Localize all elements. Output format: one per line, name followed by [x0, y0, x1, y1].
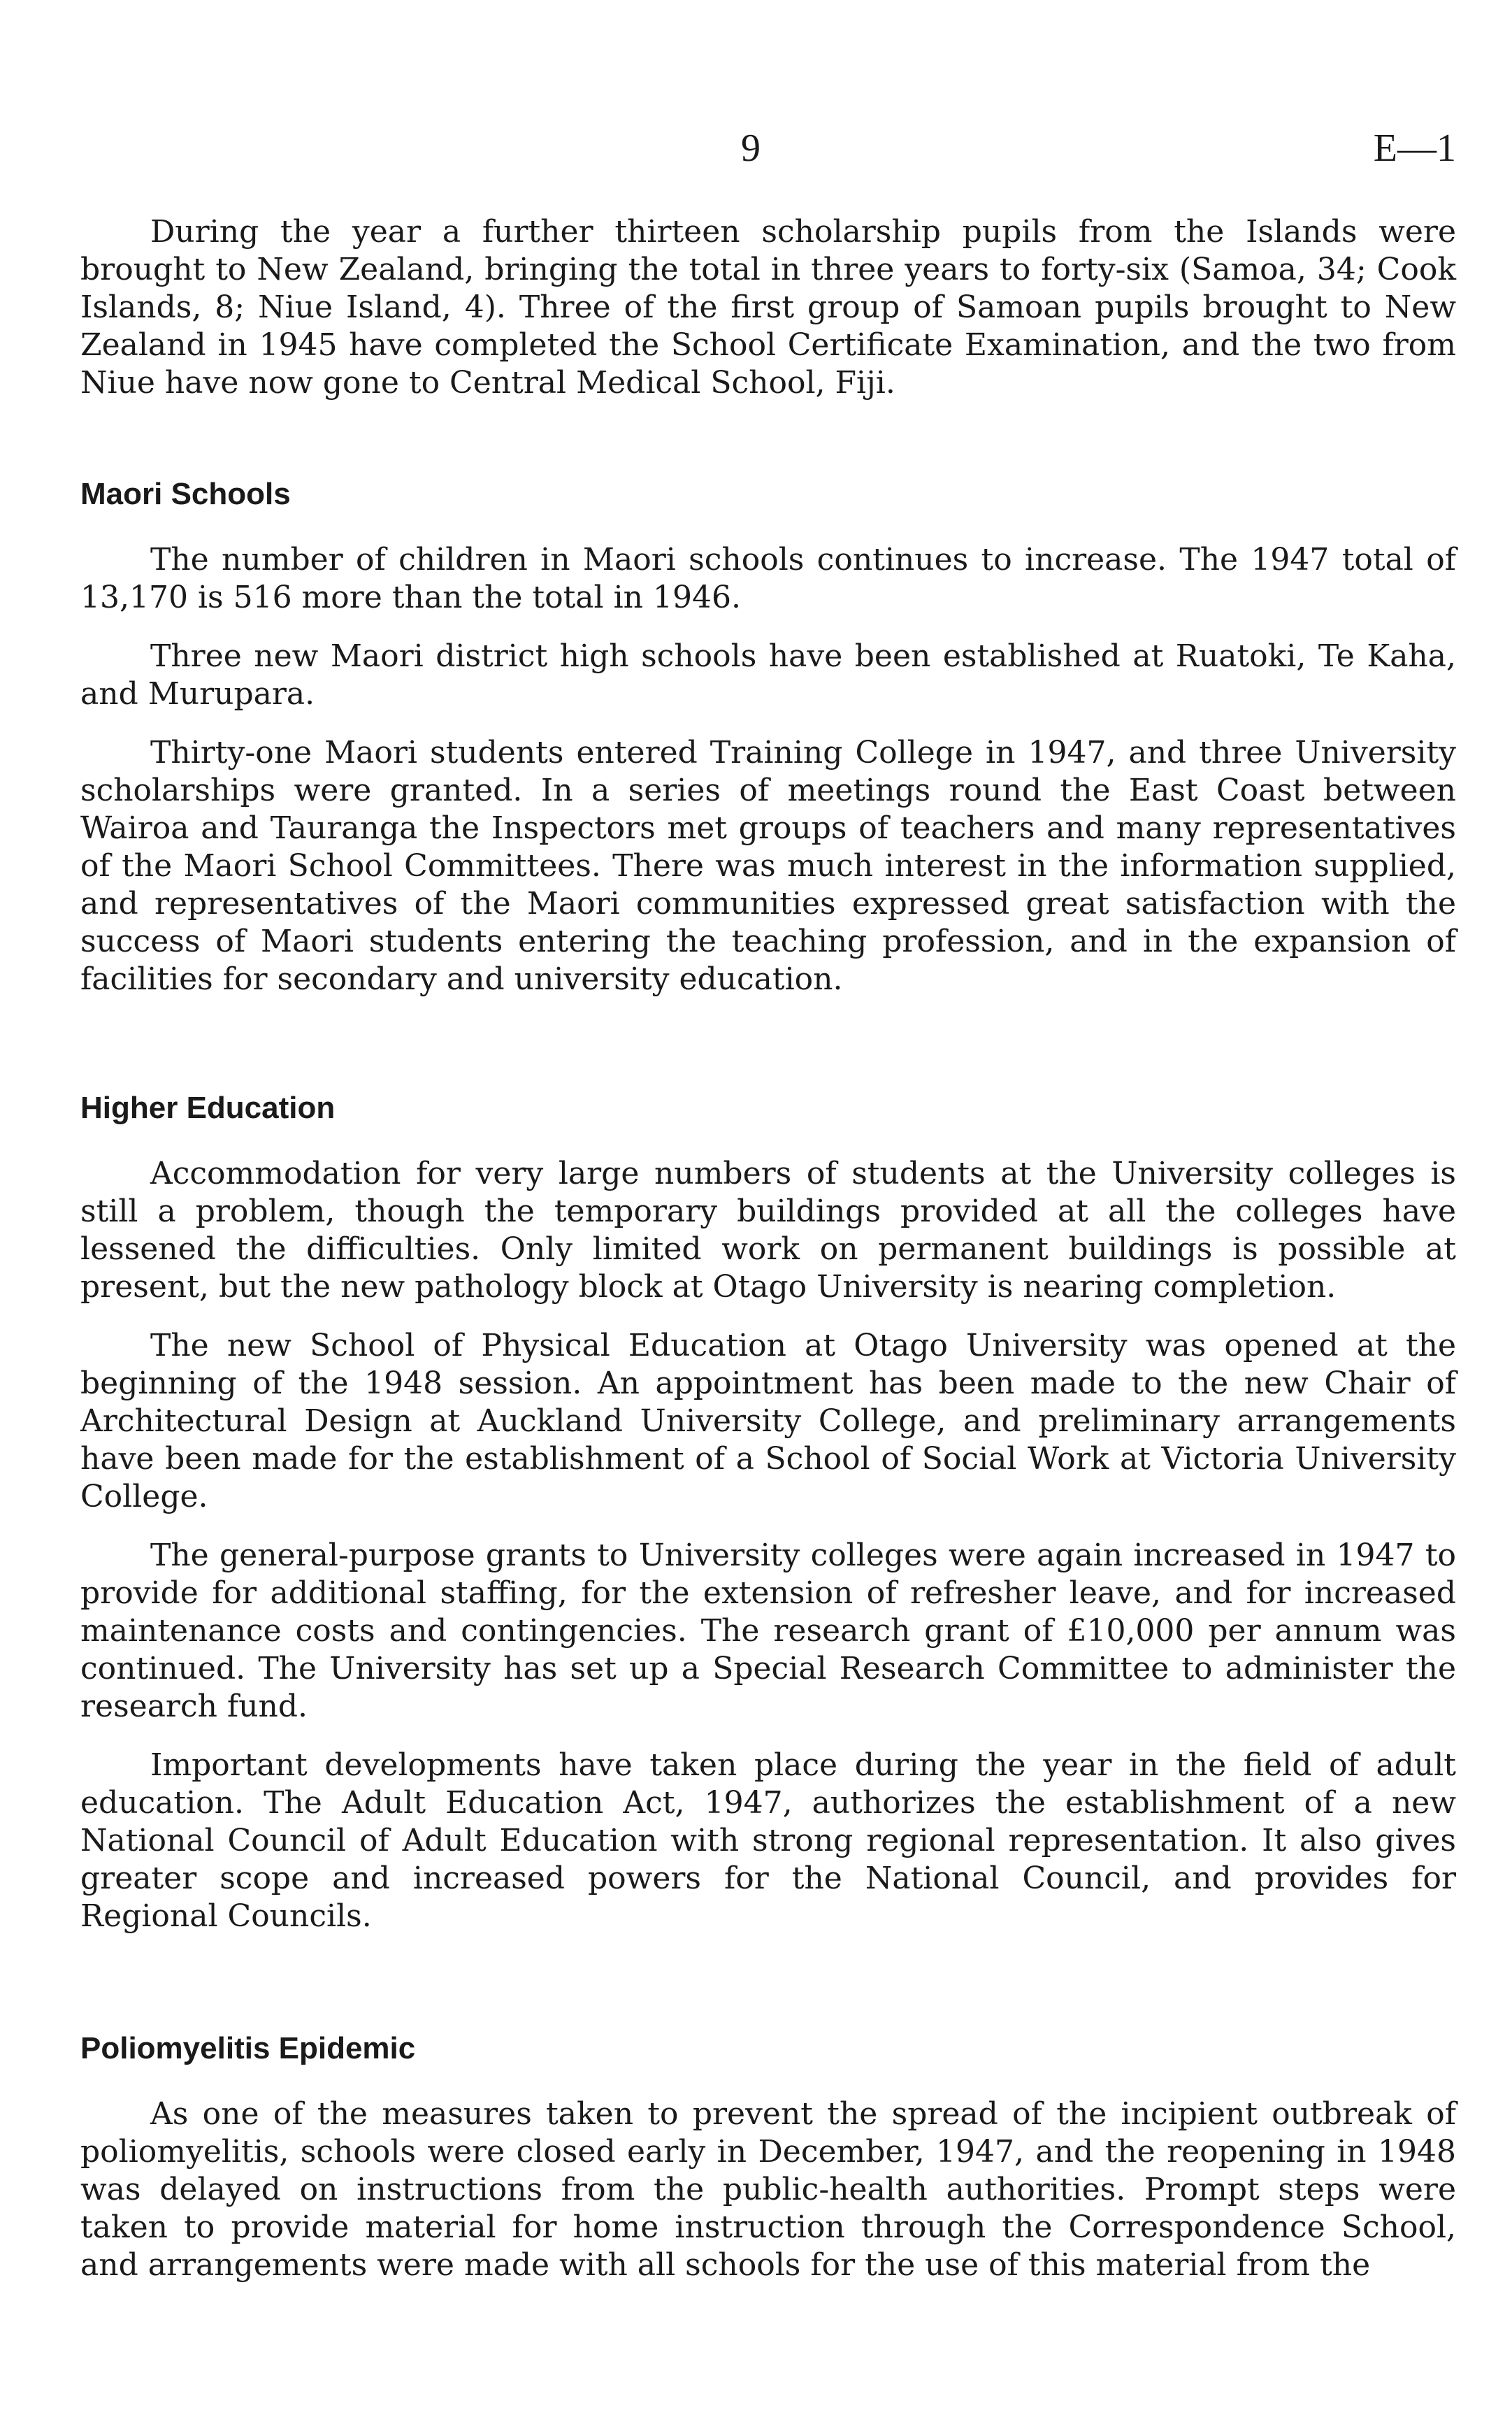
paragraph: Three new Maori district high schools have been established at Ruatoki, Te Kaha, and Murupara. [80, 638, 1456, 712]
paragraph: Important developments have taken place during the year in the field of adult education. The Adult Education Act, 1947, authorizes the establishment of a new National Council of Adult Education with strong regional representation. It also gives greater scope and increased powers for the National Council, and provides for Regional Councils. [80, 1747, 1456, 1934]
paragraph: During the year a further thirteen scholarship pupils from the Islands were brought to New Zealand, bringing the total in three years to forty-six (Samoa, 34; Cook Islands, 8; Niue Island, 4). Three of the first group of Samoan pupils brought to New Zealand in 1945 have completed the School Certificate Examination, and the two from Niue have now gone to Central Medical School, Fiji. [80, 214, 1456, 401]
maori-schools-section [80, 475, 1456, 998]
page-content [80, 213, 1456, 2305]
page-number: 9 [741, 127, 761, 170]
document-page [80, 0, 1456, 2415]
higher-education-section [80, 1089, 1456, 1935]
report-code: E—1 [1373, 127, 1456, 170]
page-header [80, 126, 1456, 182]
section-heading: Maori Schools [80, 477, 291, 511]
section-heading: Higher Education [80, 1091, 336, 1125]
paragraph: As one of the measures taken to prevent the spread of the incipient outbreak of poliomyelitis, schools were closed early in December, 1947, and the reopening in 1948 was delayed on instructions from the public-health authorities. Prompt steps were taken to provide material for home instruction through the Correspondence School, and arrangements were made with all schools for the use of this material from the [80, 2096, 1456, 2283]
paragraph: The number of children in Maori schools continues to increase. The 1947 total of 13,170 is 516 more than the total in 1946. [80, 542, 1456, 615]
poliomyelitis-section [80, 2030, 1456, 2284]
paragraph: The general-purpose grants to University colleges were again increased in 1947 to provide for additional staffing, for the extension of refresher leave, and for increased maintenance costs and contingencies. The research grant of £10,000 per annum was continued. The University has set up a Special Research Committee to administer the research fund. [80, 1538, 1456, 1724]
paragraph: Accommodation for very large numbers of students at the University colleges is still a problem, though the temporary buildings provided at all the colleges have lessened the difficulties. Only limited work on permanent buildings is possible at present, but the new pathology block at Otago University is nearing completion. [80, 1156, 1456, 1305]
paragraph: Thirty-one Maori students entered Training College in 1947, and three University scholarships were granted. In a series of meetings round the East Coast between Wairoa and Tauranga the Inspectors met groups of teachers and many representatives of the Maori School Committees. There was much interest in the information supplied, and representatives of the Maori communities expressed great satisfaction with the success of Maori students entering the teaching profession, and in the expansion of facilities for secondary and university education. [80, 735, 1456, 997]
paragraph: The new School of Physical Education at Otago University was opened at the beginning of the 1948 session. An appointment has been made to the new Chair of Architectural Design at Auckland University College, and preliminary arrangements have been made for the establishment of a School of Social Work at Victoria University College. [80, 1328, 1456, 1514]
section-heading: Poliomyelitis Epidemic [80, 2031, 416, 2065]
intro-section [80, 213, 1456, 402]
